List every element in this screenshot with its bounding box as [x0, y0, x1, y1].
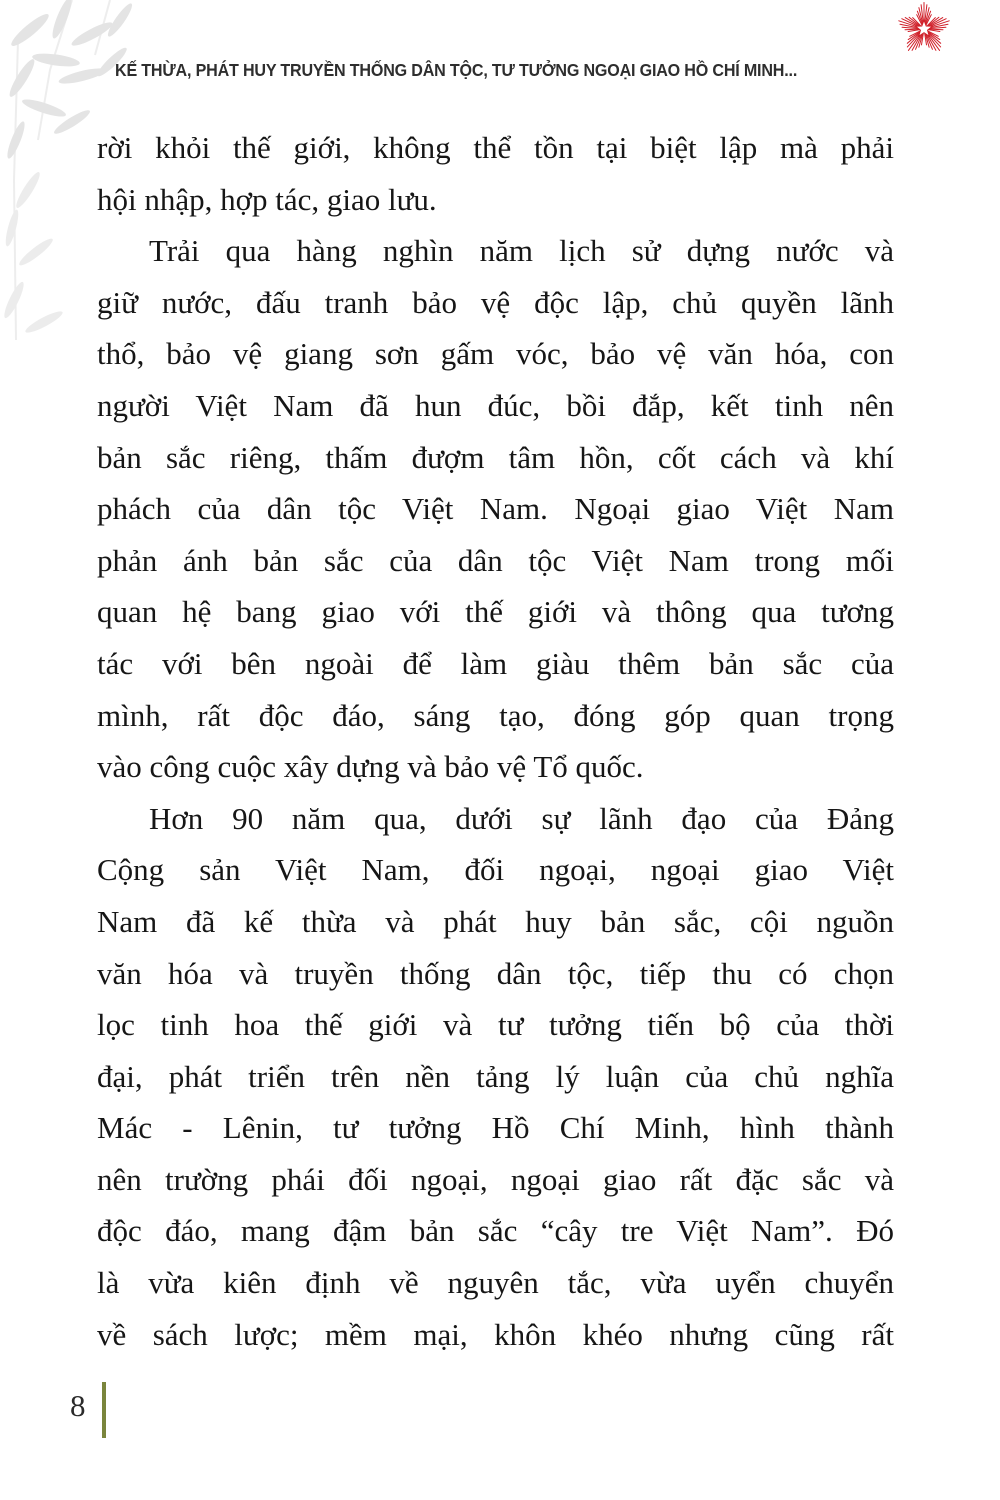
- text-line: Mác - Lênin, tư tưởng Hồ Chí Minh, hình thành: [97, 1110, 894, 1146]
- text-line: độc đáo, mang đậm bản sắc “cây tre Việt Nam”. Đó: [97, 1213, 894, 1249]
- publisher-star-logo-icon: [892, 0, 956, 60]
- text-line: rời khỏi thế giới, không thể tồn tại biệt lập mà phải: [97, 130, 894, 165]
- running-header: KẾ THỪA, PHÁT HUY TRUYỀN THỐNG DÂN TỘC, TƯ TƯỞNG NGOẠI GIAO HỒ CHÍ MINH...: [115, 60, 798, 80]
- text-line: về sách lược; mềm mại, khôn khéo nhưng cũng rất: [97, 1316, 894, 1352]
- text-line: Trải qua hàng nghìn năm lịch sử dựng nước và: [149, 233, 894, 269]
- text-line: quan hệ bang giao với thế giới và thông qua tương: [97, 594, 894, 630]
- text-line: văn hóa và truyền thống dân tộc, tiếp thu có chọn: [97, 955, 894, 991]
- text-line: Hơn 90 năm qua, dưới sự lãnh đạo của Đảng: [149, 800, 894, 836]
- text-line: đại, phát triển trên nền tảng lý luận của chủ nghĩa: [97, 1058, 894, 1094]
- text-line: người Việt Nam đã hun đúc, bồi đắp, kết tinh nên: [97, 387, 894, 423]
- text-line: mình, rất độc đáo, sáng tạo, đóng góp quan trọng: [97, 697, 894, 733]
- text-line: lọc tinh hoa thế giới và tư tưởng tiến bộ của thời: [97, 1007, 894, 1043]
- text-line: giữ nước, đấu tranh bảo vệ độc lập, chủ quyền lãnh: [97, 284, 894, 320]
- text-line: hội nhập, hợp tác, giao lưu.: [97, 181, 437, 217]
- page-number: 8: [70, 1388, 86, 1423]
- text-line: vào công cuộc xây dựng và bảo vệ Tổ quốc.: [97, 749, 644, 785]
- page-number-divider: [102, 1382, 106, 1438]
- body-text: [97, 122, 894, 1360]
- text-line: Nam đã kế thừa và phát huy bản sắc, cội nguồn: [97, 903, 894, 939]
- text-line: phách của dân tộc Việt Nam. Ngoại giao Việt Nam: [97, 491, 894, 527]
- text-line: bản sắc riêng, thấm đượm tâm hồn, cốt cách và khí: [97, 439, 894, 475]
- text-line: phản ánh bản sắc của dân tộc Việt Nam trong mối: [97, 542, 894, 578]
- text-line: thổ, bảo vệ giang sơn gấm vóc, bảo vệ văn hóa, con: [97, 336, 894, 372]
- text-line: nên trường phái đối ngoại, ngoại giao rất đặc sắc và: [97, 1161, 894, 1197]
- text-line: Cộng sản Việt Nam, đối ngoại, ngoại giao Việt: [97, 852, 894, 888]
- text-line: tác với bên ngoài để làm giàu thêm bản sắc của: [97, 645, 894, 681]
- text-line: là vừa kiên định về nguyên tắc, vừa uyển chuyển: [97, 1265, 894, 1301]
